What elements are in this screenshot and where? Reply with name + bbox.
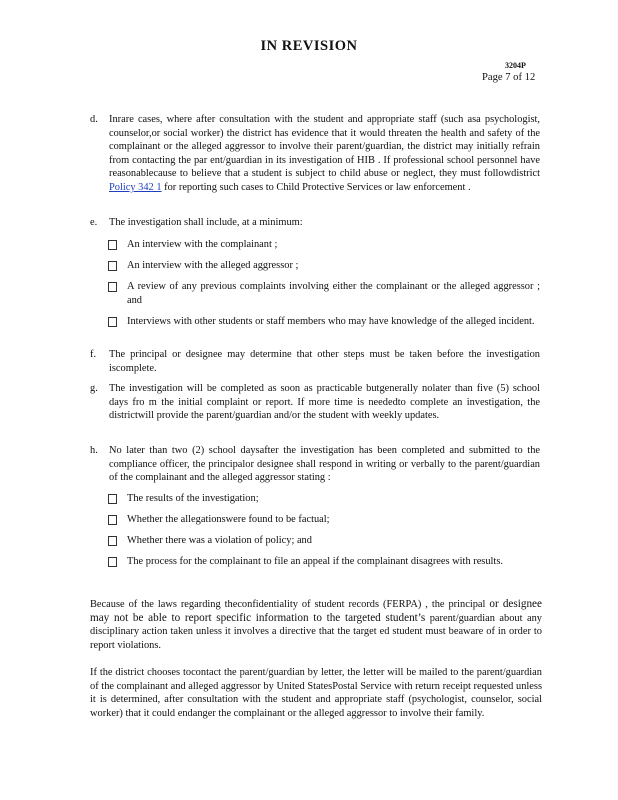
paragraph-text: Because of the laws regarding theconfidentiality of student records (FERPA) , the principal: [90, 599, 490, 610]
item-text: The principal or designee may determine that other steps must be taken before the investigation iscomplete.: [109, 349, 540, 374]
item-text-part: for reporting such cases to Child Protective Services or law enforcement .: [161, 181, 471, 193]
ferpa-paragraph: [90, 598, 542, 652]
item-text: The investigation shall include, at a minimum:: [109, 217, 303, 228]
item-text: The investigation will be completed as soon as practicable butgenerally nolater than five (5) school days fro m the initial complaint or report. If more time is neededto complete an investigation, the districtwill provide the parent/guardian and/or the student with weekly updates.: [109, 383, 540, 422]
item-letter: g.: [90, 383, 98, 394]
paragraph-text-emphasis: or designee may not be able to report specific information to the targeted student’s: [90, 598, 542, 624]
policy-code: 3204P: [505, 61, 526, 70]
list-item-d: [90, 113, 540, 195]
document-status-title: IN REVISION: [260, 38, 358, 54]
item-text-part: Inrare cases, where after consultation with the student and appropriate staff (such asa psychologist, counselor,or social worker) the district has evidence that it would threaten the health and safety of the complainant or the alleged aggressor to involve their parent/guardian, the district may initially refrain from contacting the par ent/guardian in its investigation of HIB . If professional school personnel have reasonablecause to believe that a student is subject to child abuse or neglect, they must followdistrict: [109, 114, 540, 180]
bullet-box-icon: [108, 317, 117, 327]
bullet-text: A review of any previous complaints involving either the complainant or the alleged aggressor ; and: [127, 281, 540, 306]
list-item-h: [90, 444, 540, 485]
item-text: No later than two (2) school daysafter the investigation has been completed and submitted to the compliance officer, the principalor designee shall respond in writing or verbally to the parent/guardian of the complainant and the alleged aggressor stating :: [109, 445, 540, 484]
item-letter: e.: [90, 217, 98, 228]
bullet-box-icon: [108, 557, 117, 567]
bullet-box-icon: [108, 282, 117, 292]
bullet-text: Whether there was a violation of policy; and: [127, 535, 312, 546]
bullet-box-icon: [108, 536, 117, 546]
bullet-text: Whether the allegationswere found to be factual;: [127, 514, 330, 525]
bullet-text: An interview with the alleged aggressor ;: [127, 260, 299, 271]
bullet-item: [108, 315, 540, 329]
policy-link[interactable]: Policy 342 1: [109, 181, 162, 193]
paragraph-text: parent/guardian about any disciplinary action taken unless it involves a directive that the target ed student must beaware of in order to report violations.: [90, 612, 542, 651]
bullet-item: [108, 259, 540, 273]
bullet-text: An interview with the complainant ;: [127, 239, 278, 250]
page-number: Page 7 of 12: [482, 72, 536, 83]
item-letter: h.: [90, 445, 98, 456]
bullet-item: [108, 555, 540, 569]
letter-notice-paragraph: If the district chooses tocontact the parent/guardian by letter, the letter will be mailed to the parent/guardian of the complainant and alleged aggressor by United StatesPostal Service with return receipt requested unless it is determined, after consultation with the student and appropriate staff (psychologist, counselor, social worker) that it could endanger the complainant or the alleged aggressor to involve their family.: [90, 667, 542, 719]
bullet-box-icon: [108, 515, 117, 525]
bullet-box-icon: [108, 261, 117, 271]
bullet-text: Interviews with other students or staff members who may have knowledge of the alleged incident.: [127, 316, 535, 327]
bullet-item: [108, 280, 540, 307]
bullet-text: The process for the complainant to file an appeal if the complainant disagrees with results.: [127, 556, 503, 567]
item-letter: d.: [90, 114, 98, 125]
bullet-item: [108, 534, 540, 548]
list-item-e: [90, 216, 540, 230]
item-letter: f.: [90, 349, 97, 360]
bullet-item: [108, 513, 540, 527]
bullet-text: The results of the investigation;: [127, 493, 259, 504]
bullet-box-icon: [108, 240, 117, 250]
bullet-item: [108, 492, 540, 506]
item-text: [109, 113, 540, 195]
bullet-box-icon: [108, 494, 117, 504]
bullet-item: [108, 238, 540, 252]
list-item-g: [90, 382, 540, 423]
list-item-f: [90, 348, 540, 375]
